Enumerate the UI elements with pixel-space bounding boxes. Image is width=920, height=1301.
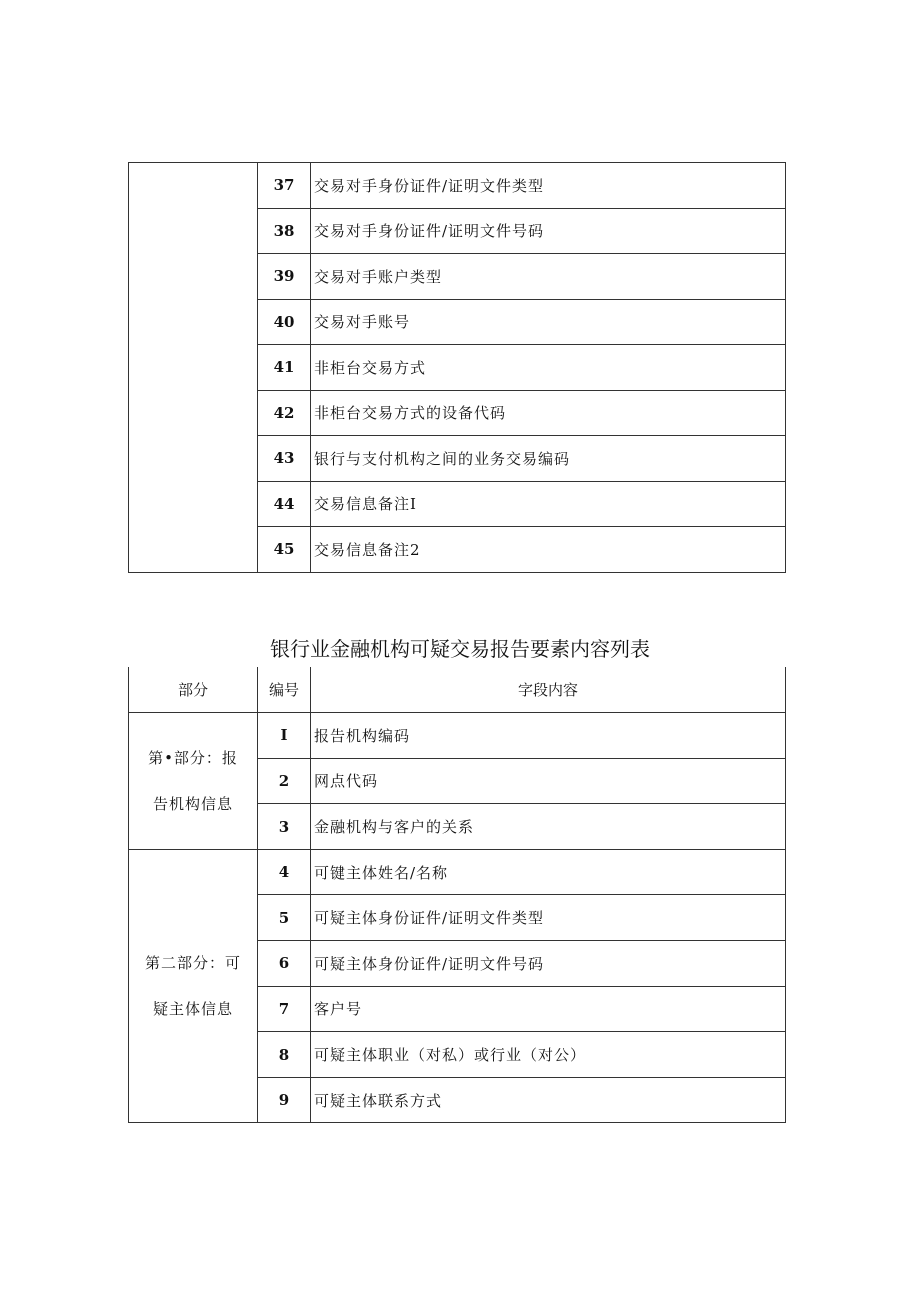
table-row	[129, 713, 786, 759]
row-content: 交易信息备注I	[311, 481, 786, 527]
section-label	[129, 713, 258, 850]
header-content: 字段内容	[311, 667, 786, 713]
row-content: 可疑主体联系方式	[311, 1077, 786, 1123]
row-number: 9	[258, 1077, 311, 1123]
row-content: 交易对手身份证件/证明文件号码	[311, 208, 786, 254]
row-number: I	[258, 713, 311, 759]
row-number: 5	[258, 895, 311, 941]
row-content: 可疑主体身份证件/证明文件类型	[311, 895, 786, 941]
section-cell-empty	[129, 163, 258, 573]
header-section: 部分	[129, 667, 258, 713]
row-content: 银行与支付机构之间的业务交易编码	[311, 436, 786, 482]
section-label	[129, 849, 258, 1123]
row-content: 交易对手账户类型	[311, 254, 786, 300]
continued-elements-table	[128, 162, 786, 573]
row-content: 交易对手身份证件/证明文件类型	[311, 163, 786, 209]
section-label-line: 告机构信息	[152, 794, 233, 813]
row-number: 42	[258, 390, 311, 436]
row-number: 7	[258, 986, 311, 1032]
row-number: 2	[258, 758, 311, 804]
table-row	[129, 849, 786, 895]
row-content: 报告机构编码	[311, 713, 786, 759]
row-number: 8	[258, 1032, 311, 1078]
row-number: 39	[258, 254, 311, 300]
section-label-line: 疑主体信息	[152, 1000, 233, 1019]
table-row	[129, 163, 786, 209]
row-number: 40	[258, 299, 311, 345]
row-number: 4	[258, 849, 311, 895]
suspicious-report-elements-table	[128, 667, 786, 1123]
row-number: 44	[258, 481, 311, 527]
section-label-line: 第二部分：可	[144, 954, 241, 973]
row-number: 3	[258, 804, 311, 850]
row-number: 41	[258, 345, 311, 391]
row-number: 45	[258, 527, 311, 573]
row-number: 6	[258, 941, 311, 987]
row-number: 38	[258, 208, 311, 254]
row-number: 37	[258, 163, 311, 209]
row-content: 客户号	[311, 986, 786, 1032]
row-content: 可疑主体身份证件/证明文件号码	[311, 941, 786, 987]
header-row	[129, 667, 786, 713]
table-title: 银行业金融机构可疑交易报告要素内容列表	[270, 637, 650, 661]
row-content: 可疑主体职业（对私）或行业（对公）	[311, 1032, 786, 1078]
section-label-line: 第•部分：报	[148, 748, 238, 767]
row-content: 非柜台交易方式的设备代码	[311, 390, 786, 436]
row-content: 可键主体姓名/名称	[311, 849, 786, 895]
row-content: 交易对手账号	[311, 299, 786, 345]
header-number: 编号	[258, 667, 311, 713]
row-content: 非柜台交易方式	[311, 345, 786, 391]
row-content: 网点代码	[311, 758, 786, 804]
row-number: 43	[258, 436, 311, 482]
row-content: 交易信息备注2	[311, 527, 786, 573]
row-content: 金融机构与客户的关系	[311, 804, 786, 850]
